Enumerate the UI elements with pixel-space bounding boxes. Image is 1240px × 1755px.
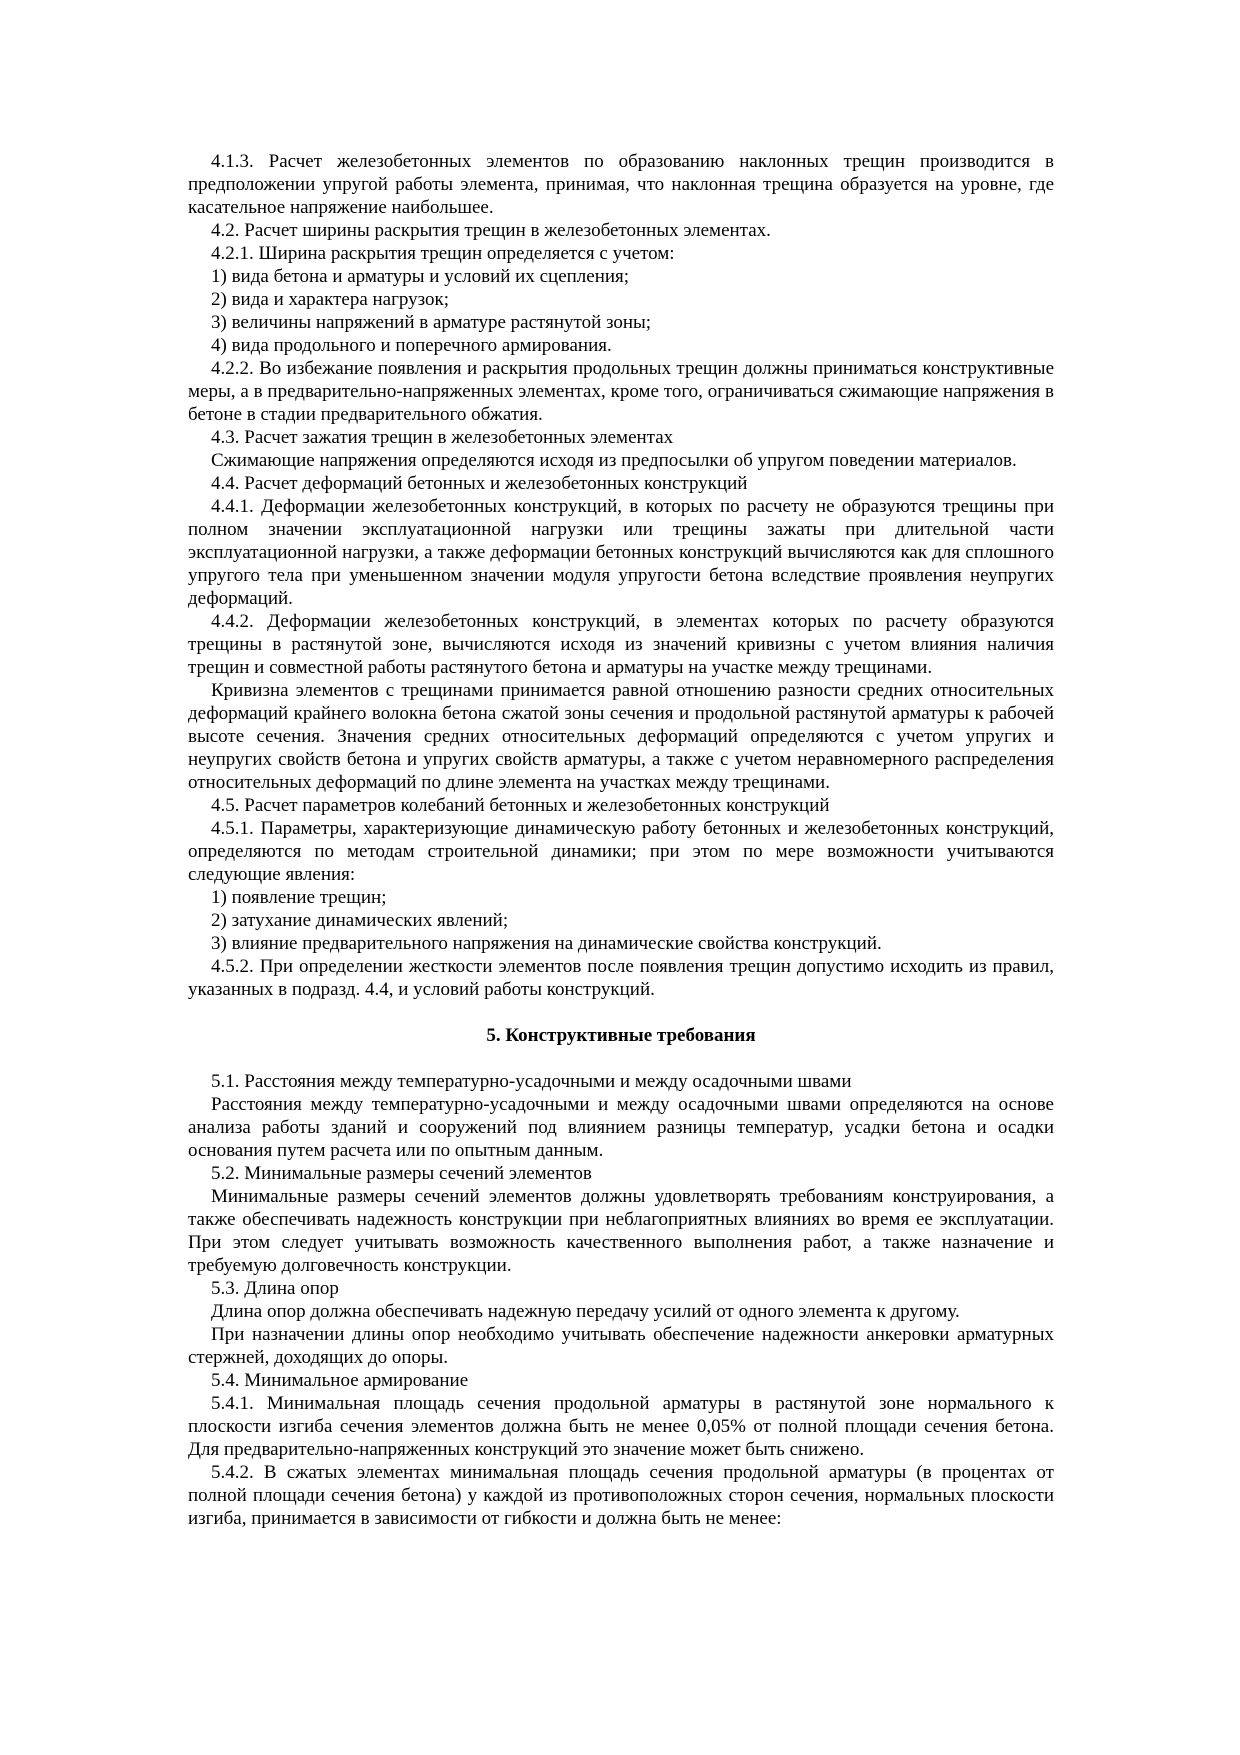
paragraph: Длина опор должна обеспечивать надежную передачу усилий от одного элемента к другому. — [211, 1301, 960, 1322]
paragraph: 5.4. Минимальное армирование — [211, 1370, 469, 1391]
paragraph: Сжимающие напряжения определяются исходя из предпосылки об упругом поведении материалов. — [211, 450, 1017, 471]
paragraph: Расстояния между температурно-усадочными и между осадочными швами определяются на основе анализа работы зданий и сооружений под влиянием разницы температур, усадки бетона и осадки основания путем расчета или по опытным данным. — [188, 1094, 1054, 1161]
paragraph: Минимальные размеры сечений элементов должны удовлетворять требованиям конструирования, а также обеспечивать надежность конструкции при неблагоприятных влияниях во время ее эксплуатации. При этом следует учитывать возможность качественного выполнения работ, а также назначение и требуемую долговечность конструкции. — [188, 1186, 1054, 1276]
section-heading: 5. Конструктивные требования — [486, 1025, 756, 1046]
list-item: 1) появление трещин; — [211, 887, 387, 908]
paragraph: Кривизна элементов с трещинами принимается равной отношению разности средних относительных деформаций крайнего волокна бетона сжатой зоны сечения и продольной растянутой арматуры к рабочей высоте сечения. Значения средних относительных деформаций определяются с учетом упругих и неупругих свойств бетона и упругих свойств арматуры, а также с учетом неравномерного распределения относительных деформаций по длине элемента на участках между трещинами. — [188, 680, 1054, 793]
paragraph: 4.5.1. Параметры, характеризующие динамическую работу бетонных и железобетонных конструкций, определяются по методам строительной динамики; при этом по мере возможности учитываются следующие явления: — [188, 818, 1054, 885]
paragraph: 4.5.2. При определении жесткости элементов после появления трещин допустимо исходить из правил, указанных в подразд. 4.4, и условий работы конструкций. — [188, 956, 1054, 1000]
list-item: 4) вида продольного и поперечного армирования. — [211, 335, 612, 356]
paragraph: 5.4.1. Минимальная площадь сечения продольной арматуры в растянутой зоне нормального к плоскости изгиба сечения элементов должна быть не менее 0,05% от полной площади сечения бетона. Для предварительно-напряженных конструкций это значение может быть снижено. — [188, 1393, 1054, 1460]
list-item: 2) затухание динамических явлений; — [211, 910, 509, 931]
list-item: 1) вида бетона и арматуры и условий их сцепления; — [211, 266, 630, 287]
list-item: 3) величины напряжений в арматуре растянутой зоны; — [211, 312, 652, 333]
paragraph: 4.4.1. Деформации железобетонных конструкций, в которых по расчету не образуются трещины при полном значении эксплуатационной нагрузки или трещины зажаты при длительной части эксплуатационной нагрузки, а также деформации бетонных конструкций вычисляются как для сплошного упругого тела при уменьшенном значении модуля упругости бетона вследствие проявления неупругих деформаций. — [188, 496, 1054, 609]
list-item: 3) влияние предварительного напряжения на динамические свойства конструкций. — [211, 933, 882, 954]
paragraph: 4.1.3. Расчет железобетонных элементов по образованию наклонных трещин производится в предположении упругой работы элемента, принимая, что наклонная трещина образуется на уровне, где касательное напряжение наибольшее. — [188, 151, 1054, 218]
paragraph: 4.2. Расчет ширины раскрытия трещин в железобетонных элементах. — [211, 220, 771, 241]
paragraph: 4.4.2. Деформации железобетонных конструкций, в элементах которых по расчету образуются трещины в растянутой зоне, вычисляются исходя из значений кривизны с учетом влияния наличия трещин и совместной работы растянутого бетона и арматуры на участке между трещинами. — [188, 611, 1054, 678]
paragraph: 4.4. Расчет деформаций бетонных и железобетонных конструкций — [211, 473, 748, 494]
paragraph: 5.4.2. В сжатых элементах минимальная площадь сечения продольной арматуры (в процентах от полной площади сечения бетона) у каждой из противоположных сторон сечения, нормальных плоскости изгиба, принимается в зависимости от гибкости и должна быть не менее: — [188, 1462, 1054, 1529]
paragraph: При назначении длины опор необходимо учитывать обеспечение надежности анкеровки арматурных стержней, доходящих до опоры. — [188, 1324, 1054, 1368]
paragraph: 4.3. Расчет зажатия трещин в железобетонных элементах — [211, 427, 674, 448]
list-item: 2) вида и характера нагрузок; — [211, 289, 450, 310]
paragraph: 4.5. Расчет параметров колебаний бетонных и железобетонных конструкций — [211, 795, 830, 816]
paragraph: 5.3. Длина опор — [211, 1278, 339, 1299]
paragraph: 5.2. Минимальные размеры сечений элементов — [211, 1163, 592, 1184]
paragraph: 5.1. Расстояния между температурно-усадочными и между осадочными швами — [211, 1071, 852, 1092]
document-page — [188, 150, 1054, 1530]
paragraph: 4.2.1. Ширина раскрытия трещин определяется с учетом: — [211, 243, 675, 264]
paragraph: 4.2.2. Во избежание появления и раскрытия продольных трещин должны приниматься конструктивные меры, а в предварительно-напряженных элементах, кроме того, ограничиваться сжимающие напряжения в бетоне в стадии предварительного обжатия. — [188, 358, 1054, 425]
